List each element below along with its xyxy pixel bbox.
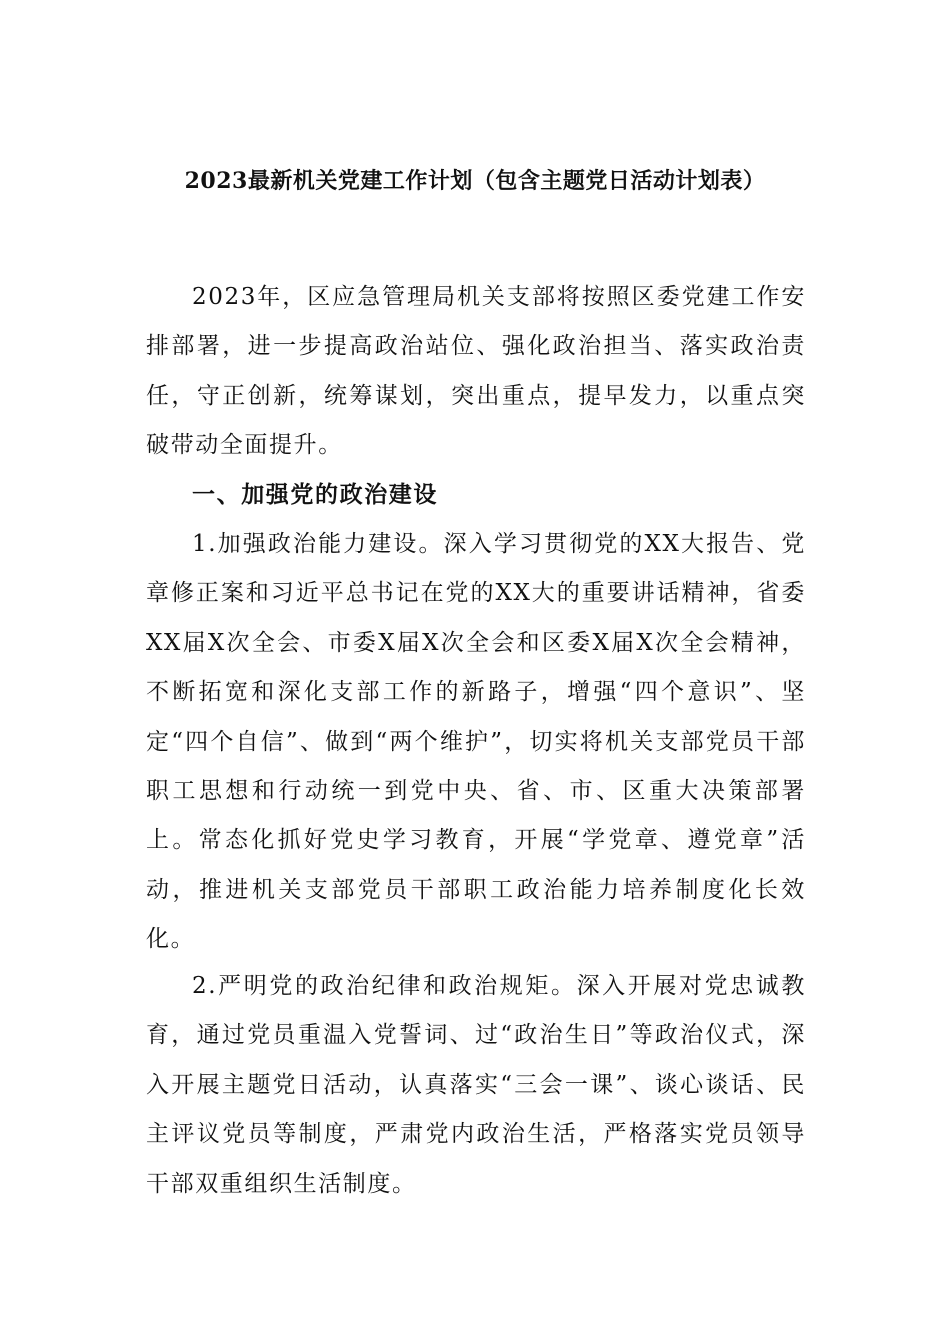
paragraph-item-1: 1.加强政治能力建设。深入学习贯彻党的XX大报告、党章修正案和习近平总书记在党的XX大的重要讲话精神，省委XX届X次全会、市委X届X次全会和区委X届X次全会精神，不断拓宽和深化支部工作的新路子，增强“四个意识”、坚定“四个自信”、做到“两个维护”，切实将机关支部党员干部职工思想和行动统一到党中央、省、市、区重大决策部署上。常态化抓好党史学习教育，开展“学党章、遵党章”活动，推进机关支部党员干部职工政治能力培养制度化长效化。 [146, 531, 806, 953]
section-heading-political-construction: 一、加强党的政治建设 [192, 481, 438, 508]
paragraph-item-2: 2.严明党的政治纪律和政治规矩。深入开展对党忠诚教育，通过党员重温入党誓词、过“政治生日”等政治仪式，深入开展主题党日活动，认真落实“三会一课”、谈心谈话、民主评议党员等制度，严肃党内政治生活，严格落实党员领导干部双重组织生活制度。 [146, 973, 806, 1197]
intro-paragraph: 2023年，区应急管理局机关支部将按照区委党建工作安排部署，进一步提高政治站位、强化政治担当、落实政治责任，守正创新，统筹谋划，突出重点，提早发力，以重点突破带动全面提升。 [146, 284, 806, 459]
document-title: 2023最新机关党建工作计划（包含主题党日活动计划表） [184, 168, 766, 194]
